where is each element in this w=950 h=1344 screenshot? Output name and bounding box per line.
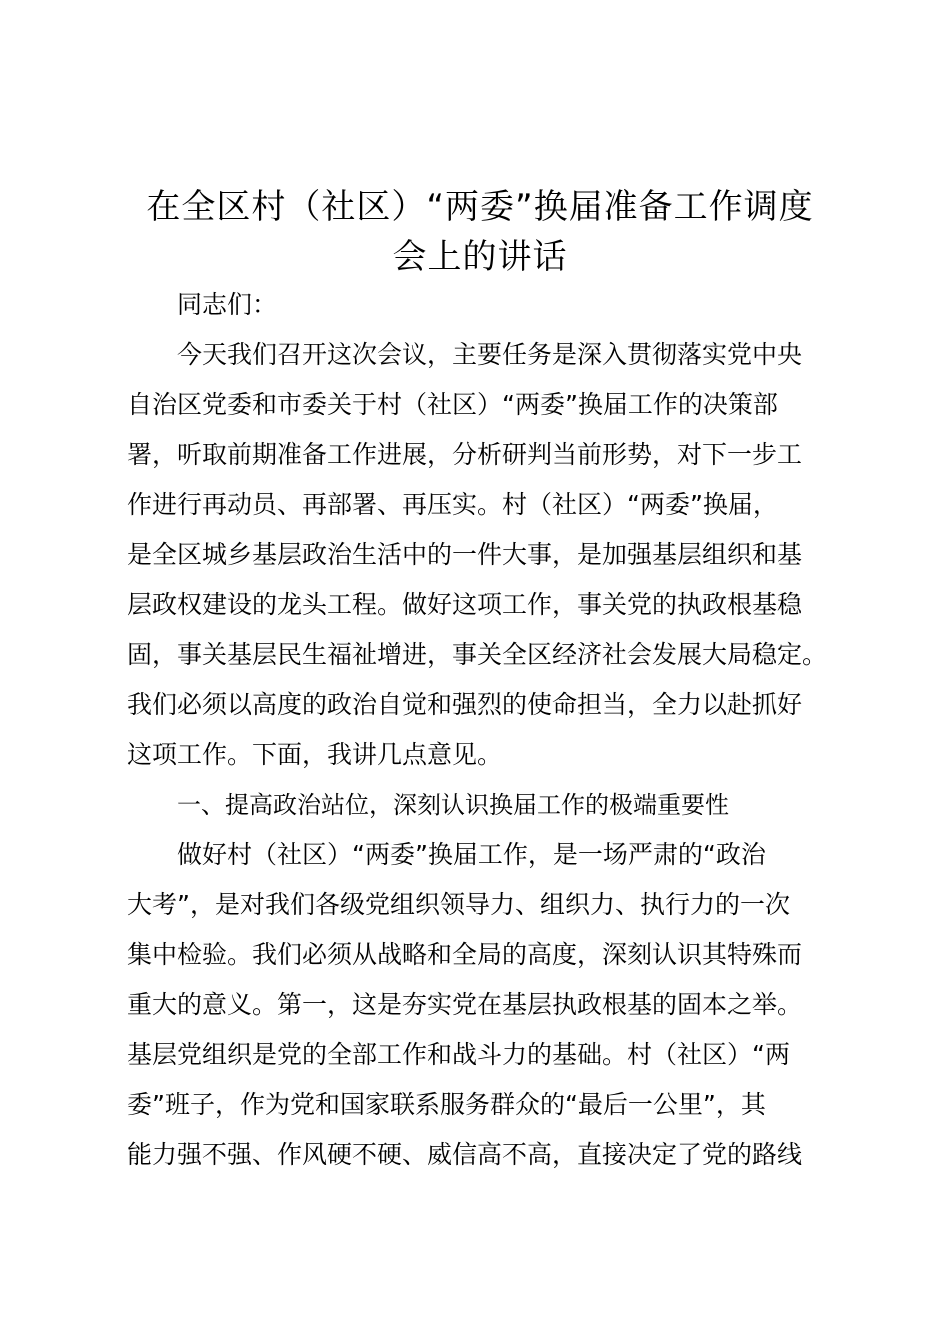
section-heading-1: 一、提高政治站位，深刻认识换届工作的极端重要性 [177,791,729,819]
paragraph-line: 我们必须以高度的政治自觉和强烈的使命担当，全力以赴抓好 [127,690,803,719]
paragraph-line: 集中检验。我们必须从战略和全局的高度，深刻认识其特殊而 [127,940,803,969]
paragraph-line: 层政权建设的龙头工程。做好这项工作，事关党的执政根基稳 [127,590,803,619]
paragraph-line: 能力强不强、作风硬不硬、威信高不高，直接决定了党的路线 [127,1140,803,1169]
paragraph-line: 大考”，是对我们各级党组织领导力、组织力、执行力的一次 [127,890,790,919]
document-body [127,280,847,1180]
paragraph-line: 委”班子，作为党和国家联系服务群众的“最后一公里”，其 [127,1090,766,1119]
paragraph-1 [127,330,847,780]
paragraph-line: 固，事关基层民生福祉增进，事关全区经济社会发展大局稳定。 [127,640,828,669]
paragraph-2 [127,830,847,1180]
paragraph-line: 重大的意义。第一，这是夯实党在基层执政根基的固本之举。 [127,990,803,1019]
document-title-line-2: 会上的讲话 [392,237,568,277]
paragraph-line: 署，听取前期准备工作进展，分析研判当前形势，对下一步工 [127,440,803,469]
paragraph-line: 作进行再动员、再部署、再压实。村（社区）“两委”换届， [127,490,778,519]
paragraph-line: 今天我们召开这次会议，主要任务是深入贯彻落实党中央 [177,340,803,369]
paragraph-line: 是全区城乡基层政治生活中的一件大事，是加强基层组织和基 [127,540,803,569]
document-title-line-1: 在全区村（社区）“两委”换届准备工作调度 [146,187,814,227]
paragraph-line: 这项工作。下面，我讲几点意见。 [127,740,503,769]
paragraph-line: 自治区党委和市委关于村（社区）“两委”换届工作的决策部 [127,390,778,419]
salutation: 同志们： [177,290,278,319]
paragraph-line: 做好村（社区）“两委”换届工作，是一场严肃的“政治 [177,840,766,869]
paragraph-line: 基层党组织是党的全部工作和战斗力的基础。村（社区）“两 [127,1040,790,1069]
